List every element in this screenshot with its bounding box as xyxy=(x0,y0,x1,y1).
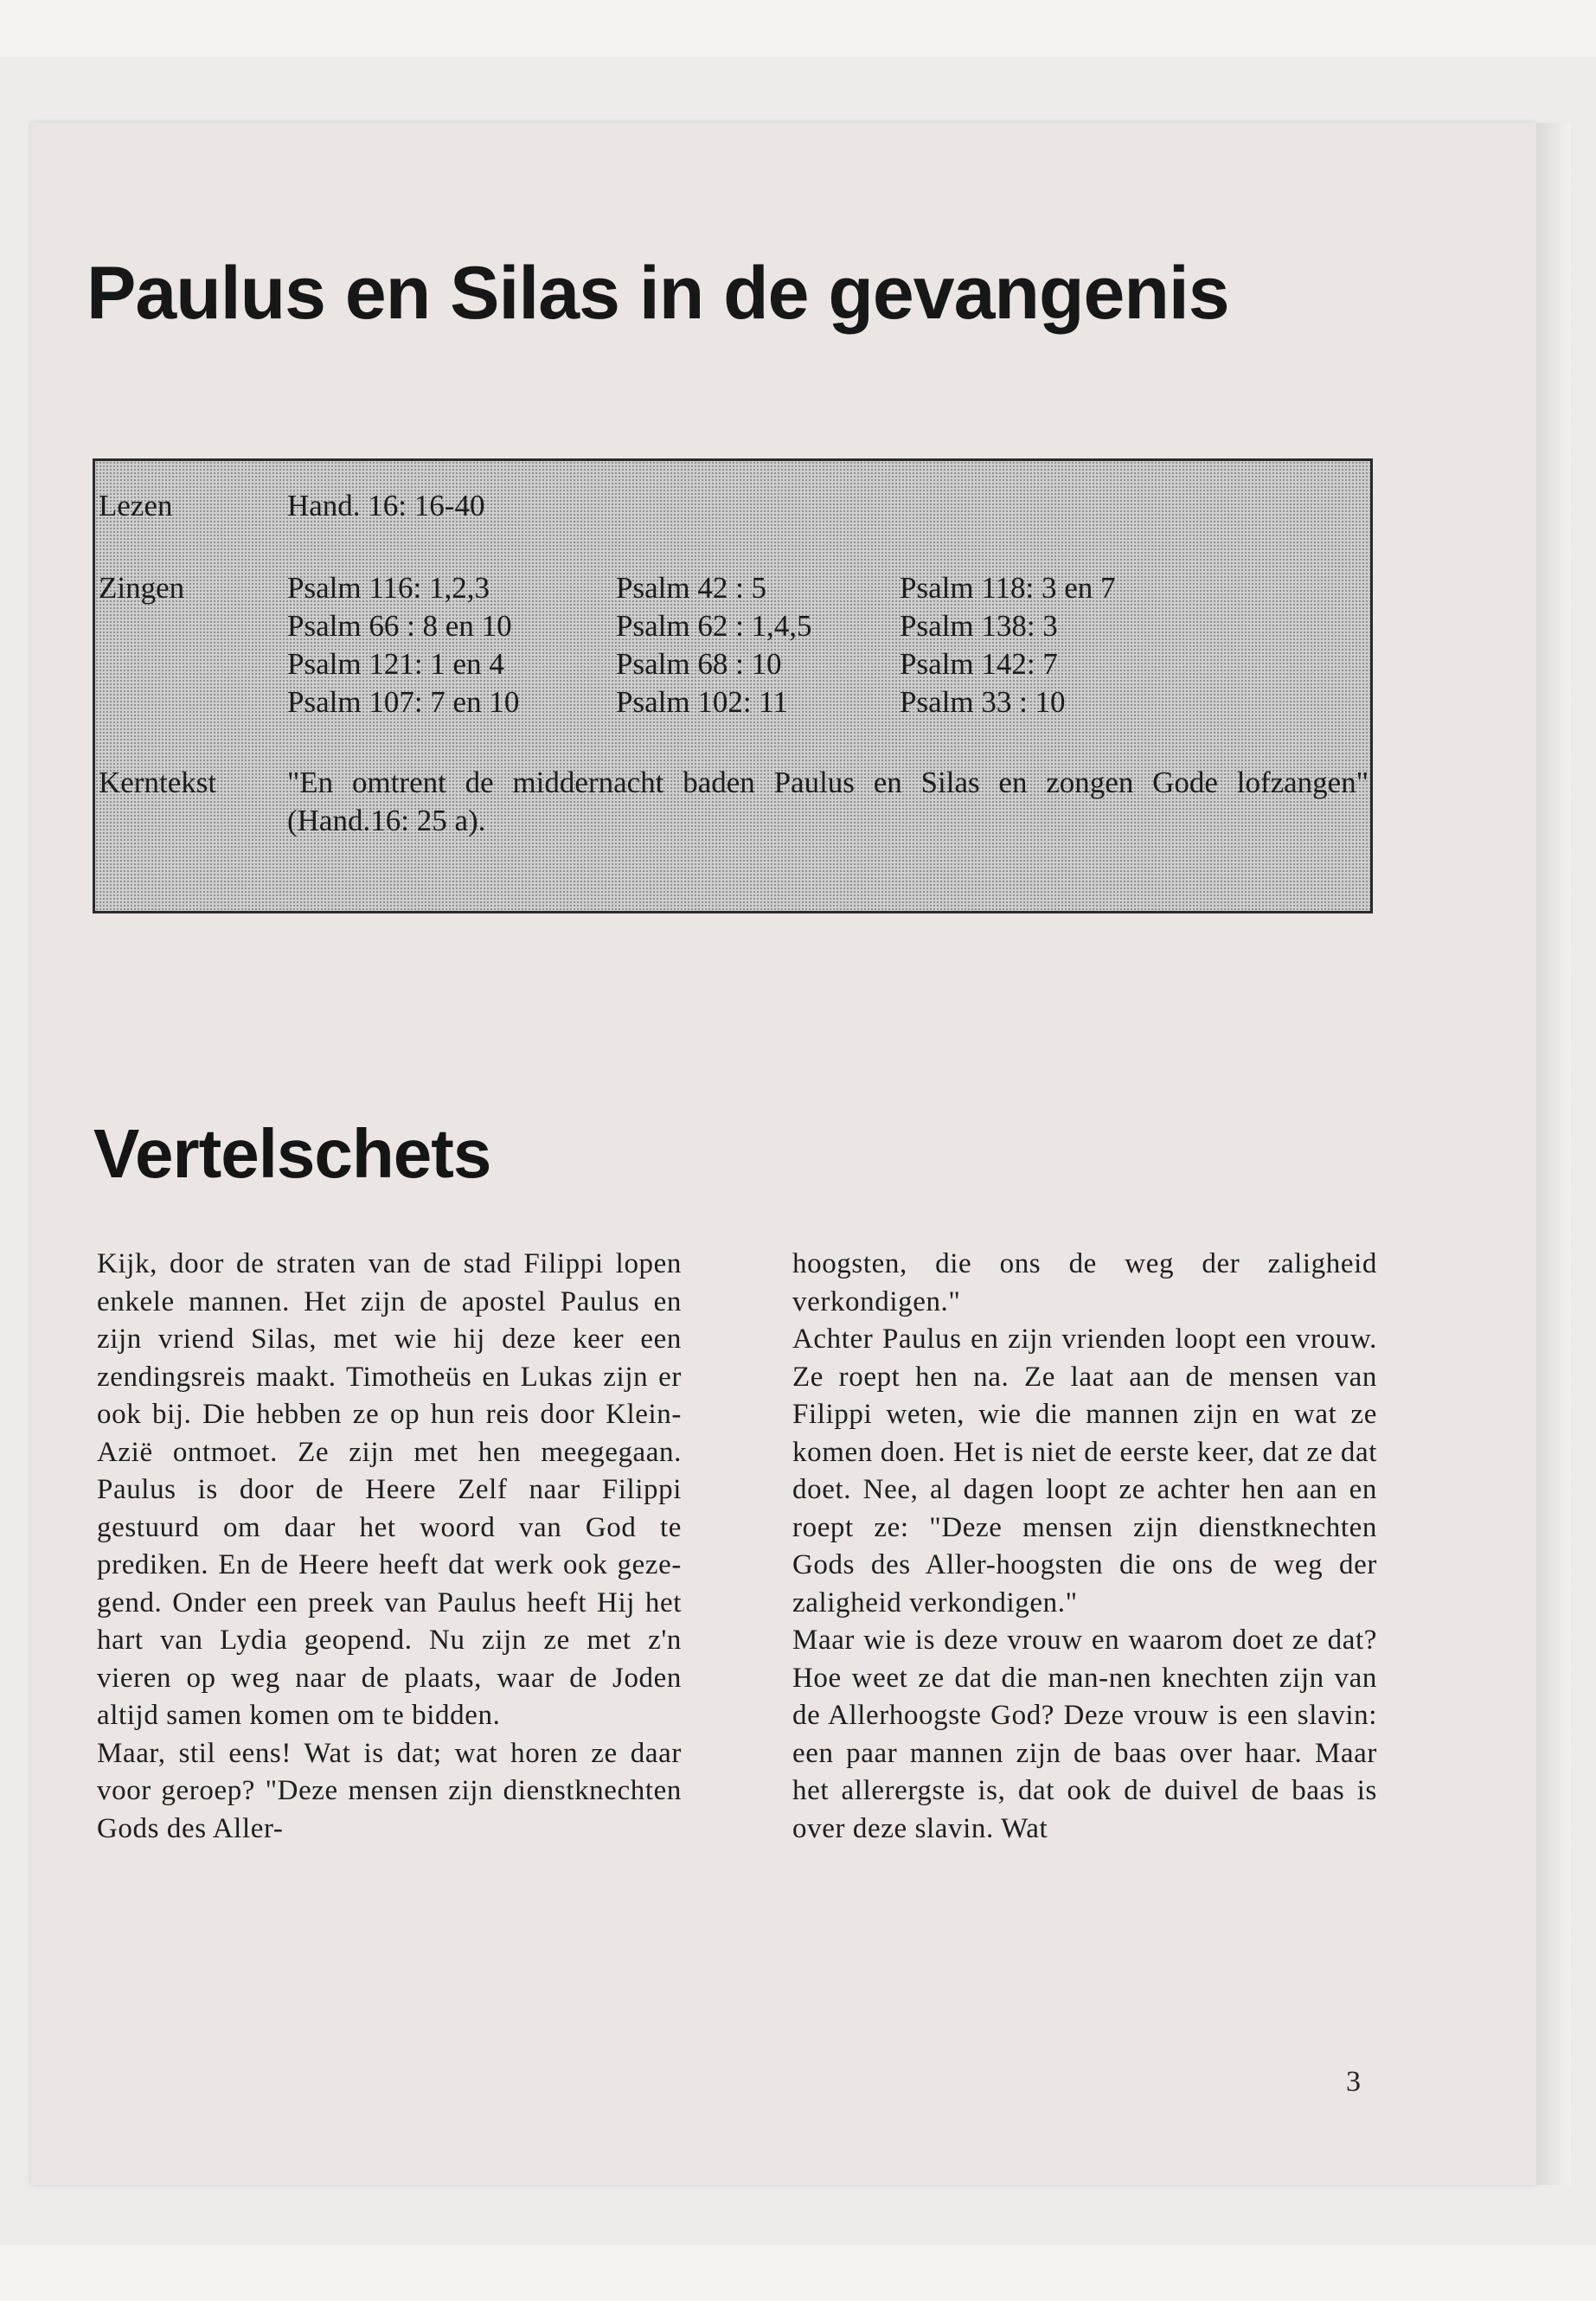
psalm-entry: Psalm 33 : 10 xyxy=(900,685,1066,719)
text-column-left xyxy=(97,1246,682,1848)
lezen-value: Hand. 16: 16-40 xyxy=(287,489,485,522)
page-number: 3 xyxy=(1346,2066,1361,2098)
psalm-entry: Psalm 62 : 1,4,5 xyxy=(616,609,812,643)
psalm-entry: Psalm 102: 11 xyxy=(616,685,788,719)
lezen-label: Lezen xyxy=(99,489,173,522)
section-title: Vertelschets xyxy=(93,1115,491,1192)
kerntekst-label: Kerntekst xyxy=(99,766,217,799)
psalm-entry: Psalm 116: 1,2,3 xyxy=(287,571,490,605)
text-column-right xyxy=(792,1246,1377,1848)
paragraph: Maar, stil eens! Wat is dat; wat horen ze daar voor geroep? "Deze mensen zijn dienstknechten Gods des Aller- xyxy=(97,1737,682,1844)
page-edge-shadow xyxy=(1536,123,1571,2185)
psalm-entry: Psalm 68 : 10 xyxy=(616,647,782,681)
psalm-entry: Psalm 42 : 5 xyxy=(616,571,767,605)
page-title: Paulus en Silas in de gevangenis xyxy=(87,252,1229,335)
psalm-entry: Psalm 121: 1 en 4 xyxy=(287,647,504,681)
kerntekst-value: "En omtrent de middernacht baden Paulus en Silas en zongen Gode lofzangen" (Hand.16: 25 a). xyxy=(287,766,1368,837)
psalm-column-3 xyxy=(900,569,1116,721)
reading-info-box xyxy=(93,458,1373,913)
psalm-entry: Psalm 142: 7 xyxy=(900,647,1058,681)
zingen-label: Zingen xyxy=(99,571,185,605)
paragraph: Kijk, door de straten van de stad Filippi lopen enkele mannen. Het zijn de apostel Paulus en zijn vriend Silas, met wie hij deze keer een zendingsreis maakt. Timotheüs en Lukas zijn er ook bij. Die hebben ze op hun reis door Klein-Azië ontmoet. Ze zijn met hen meegegaan. Paulus is door de Heere Zelf naar Filippi gestuurd om daar het woord van God te prediken. En de Heere heeft dat werk ook geze-gend. Onder een preek van Paulus heeft Hij het hart van Lydia geopend. Nu zijn ze met z'n vieren op weg naar de plaats, waar de Joden altijd samen komen om te bidden. xyxy=(97,1248,682,1731)
psalm-entry: Psalm 138: 3 xyxy=(900,609,1058,643)
psalm-column-1 xyxy=(287,569,519,721)
paragraph: hoogsten, die ons de weg der zaligheid verkondigen." xyxy=(792,1248,1377,1317)
psalm-column-2 xyxy=(616,569,812,721)
paragraph: Maar wie is deze vrouw en waarom doet ze dat? Hoe weet ze dat die man-nen knechten zijn van de Allerhoogste God? Deze vrouw is een slavin: een paar mannen zijn de baas over haar. Maar het allerergste is, dat ook de duivel de baas is over deze slavin. Wat xyxy=(792,1625,1377,1844)
psalm-entry: Psalm 118: 3 en 7 xyxy=(900,571,1116,605)
psalm-entry: Psalm 107: 7 en 10 xyxy=(287,685,520,719)
psalm-entry: Psalm 66 : 8 en 10 xyxy=(287,609,512,643)
paragraph: Achter Paulus en zijn vrienden loopt een vrouw. Ze roept hen na. Ze laat aan de mensen van Filippi weten, wie die mannen zijn en wat ze komen doen. Het is niet de eerste keer, dat ze dat doet. Nee, al dagen loopt ze achter hen aan en roept ze: "Deze mensen zijn dienstknechten Gods des Aller-hoogsten die ons de weg der zaligheid verkondigen." xyxy=(792,1324,1377,1618)
